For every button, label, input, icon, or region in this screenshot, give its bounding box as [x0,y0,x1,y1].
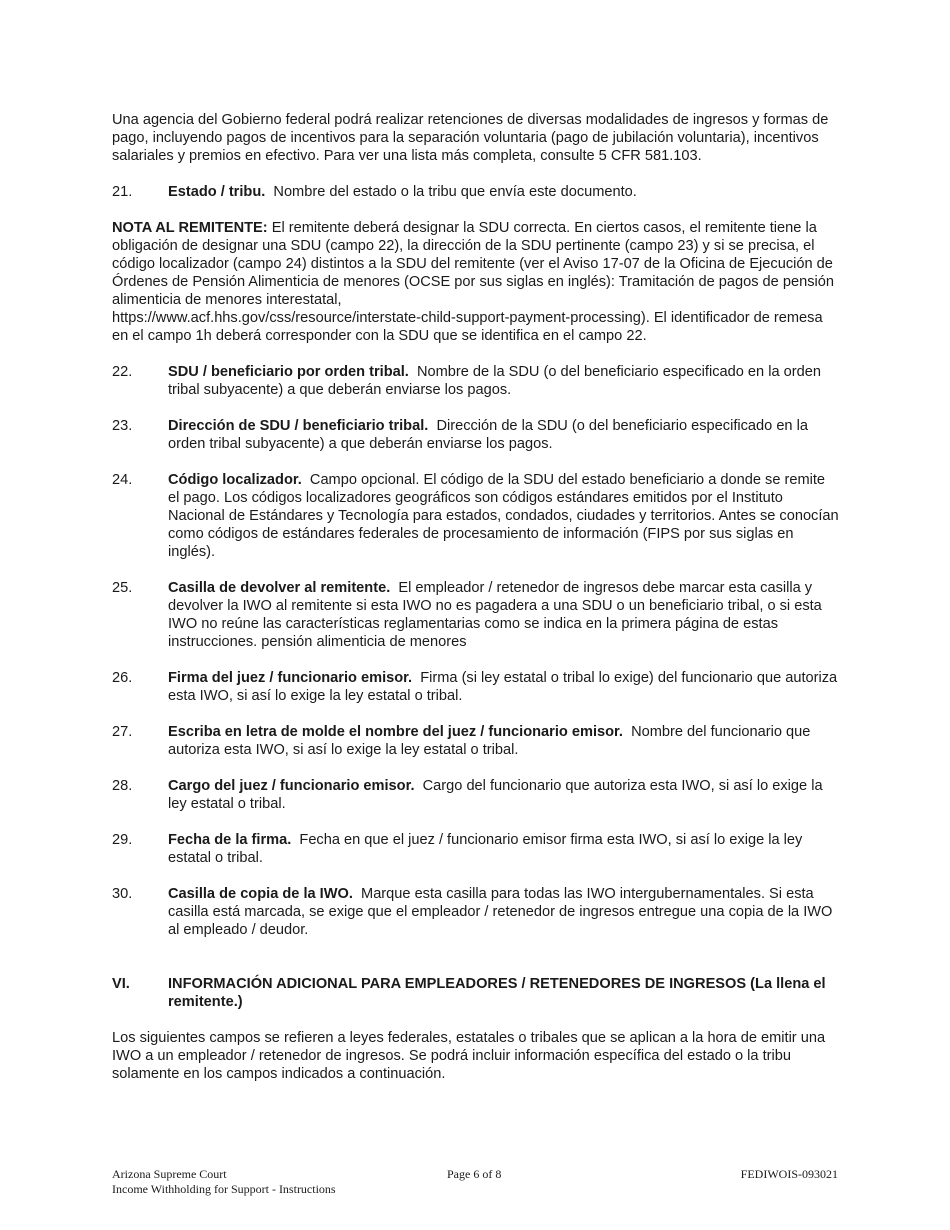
item-21 [112,183,840,201]
note-text: El remitente deberá designar la SDU correcta. En ciertos casos, el remitente tiene la obligación de designar una SDU (campo 22), la dirección de la SDU pertinente (campo 23) y si se precisa, el código localizador (campo 24) distintos a la SDU del remitente (ver el Aviso 17-07 de la Oficina de Ejecución de Órdenes de Pensión Alimenticia de menores (OCSE por sus siglas en inglés): Tramitación de pagos de pensión alimenticia de menores interestatal, [112,220,834,308]
intro-paragraph: Una agencia del Gobierno federal podrá realizar retenciones de diversas modalidades de ingresos y formas de pago, incluyendo pagos de incentivos para la separación voluntaria (pago de jubilación voluntaria), incentivos salariales y premios en efectivo. Para ver una lista más completa, consulte 5 CFR 581.103. [112,112,829,164]
footer-form-code: FEDIWOIS-093021 [740,1167,838,1181]
item-22 [112,363,840,399]
item-title: SDU / beneficiario por orden tribal. [168,364,409,380]
item-title: Fecha de la firma. [168,832,292,848]
item-text: El empleador / retenedor de ingresos debe marcar esta casilla y devolver la IWO al remitente si esta IWO no es pagadera a una SDU o un beneficiario tribal, o si esta IWO no reúne las características reglamentarias como se indica en la primera página de estas instrucciones. pensión alimenticia de menores [168,580,822,650]
item-number: 24. [112,472,133,488]
item-30 [112,885,840,939]
item-number: 21. [112,184,133,200]
section-title: INFORMACIÓN ADICIONAL PARA EMPLEADORES / RETENEDORES DE INGRESOS (La llena el remitente.) [168,976,826,1010]
item-text: Fecha en que el juez / funcionario emisor firma esta IWO, si así lo exige la ley estatal o tribal. [168,832,803,866]
item-number: 30. [112,886,133,902]
section-number: VI. [112,976,130,992]
item-26 [112,669,840,705]
item-24 [112,471,840,561]
item-title: Cargo del juez / funcionario emisor. [168,778,415,794]
item-number: 29. [112,832,133,848]
note-text-2: ). El identificador de remesa en el campo 1h deberá corresponder con la SDU que se identifica en el campo 22. [112,310,823,344]
item-title: Firma del juez / funcionario emisor. [168,670,413,686]
item-29 [112,831,840,867]
item-number: 23. [112,418,133,434]
item-text: Campo opcional. El código de la SDU del estado beneficiario a donde se remite el pago. Los códigos localizadores geográficos son códigos estándares emitidos por el Instituto Nacional de Estándares y Tecnología para estados, condados, ciudades y territorios. Antes se conocían como códigos de estándares federales de procesamiento de información (FIPS por sus siglas en inglés). [168,472,839,560]
item-text: Dirección de la SDU (o del beneficiario especificado en la orden tribal subyacente) a que deberán enviarse los pagos. [168,418,808,452]
item-25 [112,579,840,651]
item-number: 26. [112,670,133,686]
items-list [112,363,840,939]
item-text: Nombre del funcionario que autoriza esta IWO, si así lo exige la ley estatal o tribal. [168,724,811,758]
footer-page-number: Page 6 of 8 [447,1167,502,1181]
item-text: Nombre de la SDU (o del beneficiario especificado en la orden tribal subyacente) a que deberán enviarse los pagos. [168,364,821,398]
item-text: Firma (si ley estatal o tribal lo exige) del funcionario que autoriza esta IWO, si así lo exige la ley estatal o tribal. [168,670,838,704]
item-23 [112,417,840,453]
item-title: Casilla de devolver al remitente. [168,580,391,596]
closing-paragraph: Los siguientes campos se refieren a leyes federales, estatales o tribales que se aplican a la hora de emitir una IWO a un empleador / retenedor de ingresos. Se podrá incluir información específica del estado o la tribu solamente en los campos indicados a continuación. [112,1030,826,1082]
footer-doc-title: Income Withholding for Support - Instructions [112,1182,336,1196]
note-url: https://www.acf.hhs.gov/css/resource/interstate-child-support-payment-processing [112,310,641,326]
item-text: Marque esta casilla para todas las IWO intergubernamentales. Si esta casilla está marcada, se exige que el empleador / retenedor de ingresos entregue una copia de la IWO al empleado / deudor. [168,886,833,938]
item-number: 27. [112,724,133,740]
section-heading [112,975,840,1011]
item-28 [112,777,840,813]
item-title: Casilla de copia de la IWO. [168,886,353,902]
footer-org: Arizona Supreme Court [112,1167,227,1181]
note-label: NOTA AL REMITENTE: [112,220,268,236]
item-title: Código localizador. [168,472,302,488]
item-number: 28. [112,778,133,794]
item-title: Dirección de SDU / beneficiario tribal. [168,418,429,434]
document-body [112,111,840,1101]
item-text: Nombre del estado o la tribu que envía este documento. [273,184,637,200]
item-number: 25. [112,580,133,596]
note-paragraph [112,219,840,345]
item-title: Estado / tribu. [168,184,266,200]
item-title: Escriba en letra de molde el nombre del juez / funcionario emisor. [168,724,623,740]
item-27 [112,723,840,759]
item-number: 22. [112,364,133,380]
item-text: Cargo del funcionario que autoriza esta IWO, si así lo exige la ley estatal o tribal. [168,778,823,812]
